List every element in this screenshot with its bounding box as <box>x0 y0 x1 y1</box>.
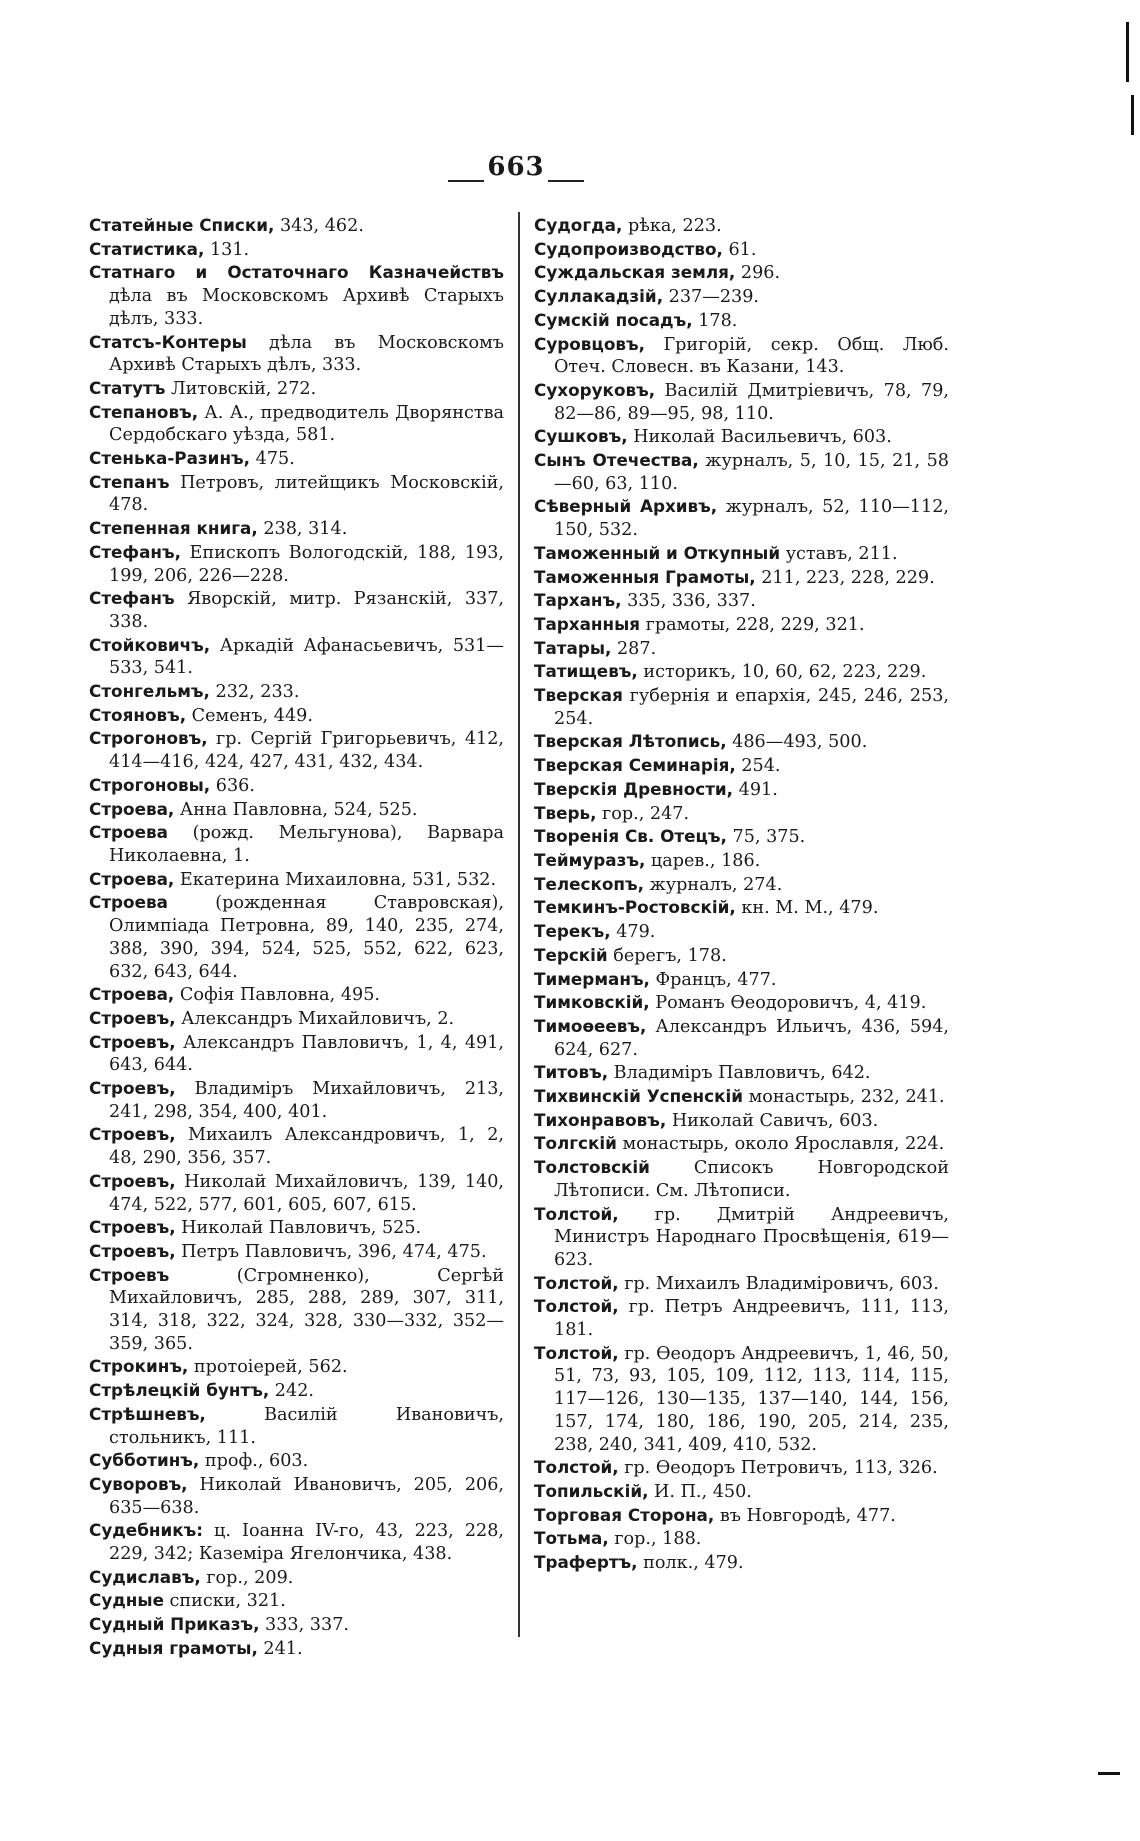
index-references: Василій Дмитріевичъ, 78, 79, 82—86, 89—95, 98, 110. <box>554 380 949 424</box>
index-headword: Тарханъ, <box>534 590 622 611</box>
index-entry <box>534 660 949 684</box>
index-entry <box>89 541 504 587</box>
index-references: Владиміръ Михайловичъ, 213, 241, 298, 354, 400, 401. <box>109 1079 504 1122</box>
index-references: кн. М. М., 479. <box>735 898 879 919</box>
index-entry <box>89 517 504 541</box>
index-references: Литовскій, 272. <box>165 378 317 399</box>
index-references: 343, 462. <box>274 216 364 236</box>
index-headword: Стрѣлецкій бунтъ, <box>89 1380 270 1401</box>
index-references: Николай Павловичъ, 525. <box>175 1218 422 1239</box>
scan-edge-mark <box>1126 22 1129 82</box>
index-entry <box>534 1527 949 1551</box>
index-references: полк., 479. <box>637 1553 744 1574</box>
index-entry <box>534 920 949 944</box>
index-references: (Сгромненко), Сергѣй Михайловичъ, 285, 288, 289, 307, 311, 314, 318, 322, 324, 328, 330—332, 352—359, 365. <box>109 1265 504 1354</box>
index-headword: Строева <box>89 892 168 913</box>
index-headword: Строевъ, <box>89 1078 176 1099</box>
index-headword: Трафертъ, <box>534 1552 638 1573</box>
column-divider <box>518 212 520 1637</box>
index-headword: Тарханныя <box>534 613 641 634</box>
index-headword: Торговая Сторона, <box>534 1504 715 1525</box>
index-references: Францъ, 477. <box>649 969 777 990</box>
index-headword: Стонгельмъ, <box>89 681 210 702</box>
index-references: журналъ, 52, 110—112, 150, 532. <box>554 497 949 541</box>
index-entry <box>534 449 949 495</box>
index-entry <box>534 1156 949 1202</box>
index-entry <box>534 379 949 425</box>
index-references: Александръ Ильичъ, 436, 594, 624, 627. <box>554 1016 949 1060</box>
index-headword: Степанъ <box>89 471 170 492</box>
index-headword: Терскій <box>534 944 608 965</box>
index-references: Михаилъ Александровичъ, 1, 2, 48, 290, 356, 357. <box>109 1125 504 1169</box>
index-references: 335, 336, 337. <box>621 591 756 612</box>
index-entry <box>534 637 949 661</box>
index-references: дѣла въ Московскомъ Архивѣ Старыхъ дѣлъ, 333. <box>109 332 504 376</box>
index-headword: Темкинъ-Ростовскій, <box>534 897 736 918</box>
index-headword: Строева, <box>89 798 175 819</box>
index-entry <box>89 1589 504 1613</box>
index-references: 491. <box>733 779 778 800</box>
index-references: 475. <box>250 449 295 470</box>
index-headword: Толгскій <box>534 1133 617 1154</box>
index-headword: Статутъ <box>89 377 166 398</box>
index-headword: Терекъ, <box>534 921 611 942</box>
index-headword: Титовъ, <box>534 1062 609 1083</box>
index-references: 241. <box>257 1638 303 1659</box>
index-references: грамоты, 228, 229, 321. <box>640 614 865 635</box>
index-headword: Строевъ, <box>89 1170 176 1191</box>
index-headword: Толстовскій <box>534 1157 650 1178</box>
index-headword: Тверскія Древности, <box>534 778 734 799</box>
index-entry <box>534 589 949 613</box>
index-references: дѣла въ Московскомъ Архивѣ Старыхъ дѣлъ, 333. <box>109 286 504 329</box>
index-entry <box>89 471 504 517</box>
index-references: 254. <box>735 756 781 777</box>
index-entry <box>534 1015 949 1061</box>
index-references: 211, 223, 228, 229. <box>755 567 935 588</box>
index-headword: Толстой, <box>534 1457 619 1478</box>
index-references: гр. Михаилъ Владиміровичъ, 603. <box>618 1273 939 1294</box>
index-entry <box>89 1613 504 1637</box>
index-entry <box>534 778 949 802</box>
index-references: Александръ Павловичъ, 1, 4, 491, 643, 644. <box>109 1032 504 1076</box>
index-entry <box>534 425 949 449</box>
index-entry <box>534 991 949 1015</box>
index-headword: Судныя грамоты, <box>89 1637 258 1658</box>
index-entry <box>534 285 949 309</box>
index-references: губернія и епархія, 245, 246, 253, 254. <box>554 686 949 729</box>
index-references: журналъ, 274. <box>643 874 783 895</box>
scan-edge-mark <box>1131 95 1134 135</box>
index-headword: Степенная книга, <box>89 518 258 539</box>
index-entry <box>534 1203 949 1272</box>
index-headword: Статнаго и Остаточнаго Казначействъ <box>89 262 504 283</box>
index-entry <box>534 896 949 920</box>
index-references: уставъ, 211. <box>780 543 898 564</box>
index-entry <box>89 1264 504 1356</box>
index-entry <box>89 1355 504 1379</box>
index-headword: Статейные Списки, <box>89 215 275 235</box>
index-entry <box>534 566 949 590</box>
index-references: Семенъ, 449. <box>186 705 313 726</box>
index-references: Петръ Павловичъ, 396, 474, 475. <box>175 1241 487 1262</box>
index-entry <box>89 821 504 867</box>
index-references: 287. <box>611 638 657 659</box>
index-references: 178. <box>692 310 738 331</box>
index-references: А. А., предводитель Дворянства Сердобскаго уѣзда, 581. <box>109 402 504 446</box>
index-headword: Строевъ, <box>89 1124 176 1145</box>
index-entry <box>89 868 504 892</box>
index-entry <box>89 1170 504 1216</box>
index-headword: Стефанъ, <box>89 541 181 562</box>
index-entry <box>534 1342 949 1457</box>
index-references: рѣка, 223. <box>622 216 722 236</box>
index-references: Яворскій, митр. Рязанскій, 337, 338. <box>109 589 504 632</box>
index-headword: Тимоѳеевъ, <box>534 1015 647 1036</box>
index-entry <box>534 873 949 897</box>
index-entry <box>89 727 504 773</box>
index-entry <box>534 802 949 826</box>
index-headword: Суждальская земля, <box>534 262 736 283</box>
index-entry <box>89 680 504 704</box>
index-column-right <box>534 214 949 1575</box>
index-headword: Сумскій посадъ, <box>534 309 693 330</box>
index-references: 61. <box>722 239 757 260</box>
index-entry <box>534 1061 949 1085</box>
index-entry <box>89 1077 504 1123</box>
index-headword: Строева <box>89 822 168 843</box>
index-entry <box>89 1473 504 1519</box>
index-headword: Толстой, <box>534 1342 619 1363</box>
index-entry <box>89 401 504 447</box>
index-headword: Тихонравовъ, <box>534 1109 667 1130</box>
index-references: Владиміръ Павловичъ, 642. <box>608 1063 871 1084</box>
index-headword: Строевъ, <box>89 1007 176 1028</box>
index-headword: Суллакадзій, <box>534 286 664 307</box>
index-entry <box>89 634 504 680</box>
index-headword: Татары, <box>534 637 612 658</box>
index-references: гор., 209. <box>200 1567 294 1588</box>
index-entry <box>89 214 504 238</box>
index-entry <box>89 891 504 983</box>
index-headword: Телескопъ, <box>534 873 644 894</box>
index-entry <box>534 944 949 968</box>
index-headword: Суровцовъ, <box>534 333 645 354</box>
index-references: 479. <box>610 922 656 943</box>
index-headword: Строевъ, <box>89 1240 176 1261</box>
index-references: списки, 321. <box>163 1591 286 1612</box>
index-headword: Тверская Семинарія, <box>534 755 736 776</box>
index-references: Списокъ Новгородской Лѣтописи. См. Лѣтописи. <box>554 1158 949 1201</box>
index-column-left <box>89 214 504 1661</box>
index-entry <box>534 309 949 333</box>
index-entry <box>534 214 949 238</box>
index-headword: Суворовъ, <box>89 1473 188 1494</box>
index-entry <box>89 1007 504 1031</box>
index-entry <box>89 1566 504 1590</box>
index-references: гр. Петръ Андреевичъ, 111, 113, 181. <box>554 1297 949 1341</box>
index-headword: Строкинъ, <box>89 1356 189 1377</box>
index-headword: Статсъ-Контеры <box>89 331 247 352</box>
index-entry <box>534 754 949 778</box>
index-entry <box>89 261 504 330</box>
index-entry <box>89 1031 504 1077</box>
index-entry <box>89 1123 504 1169</box>
index-headword: Судогда, <box>534 215 623 235</box>
index-entry <box>534 730 949 754</box>
index-references: Епископъ Вологодскій, 188, 193, 199, 206, 226—228. <box>109 542 504 586</box>
index-headword: Сынъ Отечества, <box>534 450 699 471</box>
index-references: 131. <box>204 239 250 260</box>
index-headword: Стрѣшневъ, <box>89 1403 206 1424</box>
index-entry <box>534 1132 949 1156</box>
index-headword: Тверская <box>534 685 623 706</box>
index-headword: Стефанъ <box>89 588 175 609</box>
index-entry <box>89 704 504 728</box>
index-references: 296. <box>735 263 781 284</box>
index-entry <box>89 1379 504 1403</box>
index-entry <box>89 1240 504 1264</box>
index-references: проф., 603. <box>199 1451 309 1472</box>
index-headword: Строевъ, <box>89 1031 176 1052</box>
index-entry <box>534 1551 949 1575</box>
index-references: гр. Ѳеодоръ Петровичъ, 113, 326. <box>618 1458 938 1479</box>
index-entry <box>89 238 504 262</box>
index-references: 232, 233. <box>209 682 300 703</box>
index-headword: Тихвинскій Успенскій <box>534 1086 743 1107</box>
index-references: монастырь, 232, 241. <box>743 1087 945 1108</box>
index-entry <box>534 1504 949 1528</box>
index-entry <box>89 798 504 822</box>
index-entry <box>534 495 949 541</box>
index-headword: Тверь, <box>534 802 597 823</box>
page-number-rule <box>448 180 484 182</box>
index-entry <box>89 377 504 401</box>
index-headword: Судебникъ: <box>89 1520 203 1541</box>
index-entry <box>89 774 504 798</box>
index-entry <box>534 542 949 566</box>
index-references: Романъ Ѳеодоровичъ, 4, 419. <box>649 993 927 1014</box>
index-headword: Стояновъ, <box>89 704 187 725</box>
index-references: царев., 186. <box>645 850 761 871</box>
index-references: историкъ, 10, 60, 62, 223, 229. <box>637 662 927 683</box>
index-references: 75, 375. <box>726 827 806 848</box>
index-headword: Строевъ <box>89 1264 170 1285</box>
index-entry <box>534 238 949 262</box>
index-headword: Таможенный и Откупный <box>534 542 781 563</box>
index-headword: Сухоруковъ, <box>534 379 656 400</box>
index-entry <box>89 1637 504 1661</box>
page-number: 663 <box>487 152 545 182</box>
index-references: гр. Дмитрій Андреевичъ, Министръ Народнаго Просвѣщенія, 619—623. <box>554 1204 949 1270</box>
index-entry <box>534 825 949 849</box>
index-entry <box>89 983 504 1007</box>
index-entry <box>534 1295 949 1341</box>
index-references: Софія Павловна, 495. <box>174 985 381 1006</box>
index-headword: Статистика, <box>89 238 205 259</box>
index-entry <box>534 849 949 873</box>
index-headword: Сѣверный Архивъ, <box>534 496 718 517</box>
index-references: Анна Павловна, 524, 525. <box>174 799 418 820</box>
index-headword: Тверская Лѣтопись, <box>534 731 727 752</box>
index-headword: Тотьма, <box>534 1528 609 1549</box>
index-entry <box>534 333 949 379</box>
index-headword: Тимковскій, <box>534 992 650 1013</box>
index-headword: Творенія Св. Отецъ, <box>534 826 727 847</box>
index-references: журналъ, 5, 10, 15, 21, 58—60, 63, 110. <box>554 451 949 494</box>
index-headword: Толстой, <box>534 1203 619 1224</box>
index-headword: Толстой, <box>534 1272 619 1293</box>
index-headword: Судопроизводство, <box>534 238 723 259</box>
index-references: 238, 314. <box>257 519 348 540</box>
index-references: гр. Сергій Григорьевичъ, 412, 414—416, 424, 427, 431, 432, 434. <box>109 729 504 773</box>
index-references: 237—239. <box>663 287 760 308</box>
index-entry <box>534 1456 949 1480</box>
index-headword: Строева, <box>89 868 175 889</box>
index-entry <box>534 684 949 730</box>
index-references: Екатерина Михаиловна, 531, 532. <box>174 869 497 890</box>
index-headword: Строевъ, <box>89 1217 176 1238</box>
index-headword: Строгоновы, <box>89 774 211 795</box>
index-references: Николай Ивановичъ, 205, 206, 635—638. <box>109 1474 504 1518</box>
index-entry <box>89 1216 504 1240</box>
index-references: Николай Михайловичъ, 139, 140, 474, 522, 577, 601, 605, 607, 615. <box>109 1171 504 1215</box>
index-references: 242. <box>269 1381 314 1402</box>
index-references: 636. <box>210 775 255 796</box>
index-entry <box>534 261 949 285</box>
index-references: (рожд. Мельгунова), Варвара Николаевна, 1. <box>109 823 504 866</box>
index-references: (рожденная Ставровская), Олимпіада Петровна, 89, 140, 235, 274, 388, 390, 394, 524, 525, 552, 622, 623, 632, 643, 644. <box>109 893 504 982</box>
index-references: протоіерей, 562. <box>188 1357 348 1378</box>
index-headword: Строгоновъ, <box>89 728 208 749</box>
index-references: въ Новгородѣ, 477. <box>714 1505 896 1526</box>
index-entry <box>89 447 504 471</box>
page-number-rule <box>548 180 584 182</box>
index-references: берегъ, 178. <box>607 945 727 966</box>
index-entry <box>534 1480 949 1504</box>
index-entry <box>89 1449 504 1473</box>
index-headword: Стенька-Разинъ, <box>89 448 251 469</box>
index-headword: Топильскій, <box>534 1480 649 1501</box>
index-headword: Толстой, <box>534 1296 619 1317</box>
index-references: Александръ Михайловичъ, 2. <box>175 1008 455 1029</box>
index-references: гор., 247. <box>596 803 690 824</box>
index-headword: Сушковъ, <box>534 426 628 447</box>
index-entry <box>534 1109 949 1133</box>
index-entry <box>89 1519 504 1565</box>
index-references: И. П., 450. <box>648 1481 752 1502</box>
index-references: Василій Ивановичъ, стольникъ, 111. <box>109 1404 504 1448</box>
index-entry <box>534 968 949 992</box>
index-headword: Судные <box>89 1590 164 1611</box>
index-references: Николай Васильевичъ, 603. <box>627 427 892 448</box>
index-headword: Степановъ, <box>89 401 199 422</box>
index-entry <box>534 1272 949 1296</box>
index-references: гр. Ѳеодоръ Андреевичъ, 1, 46, 50, 51, 73, 93, 105, 109, 112, 113, 114, 115, 117—126, 130—135, 137—140, 144, 156, 157, 174, 180, 186, 190, 205, 214, 235, 238, 240, 341, 409, 410, 532. <box>554 1343 949 1455</box>
index-references: Аркадій Афанасьевичъ, 531—533, 541. <box>109 635 504 679</box>
index-headword: Судиславъ, <box>89 1566 201 1587</box>
index-headword: Судный Приказъ, <box>89 1614 260 1635</box>
index-entry <box>89 331 504 377</box>
index-references: Петровъ, литейщикъ Московскій, 478. <box>109 472 504 516</box>
index-references: Николай Савичъ, 603. <box>666 1110 879 1131</box>
index-headword: Татищевъ, <box>534 661 638 682</box>
index-references: ц. Іоанна IV-го, 43, 223, 228, 229, 342; Каземіра Ягелончика, 438. <box>109 1521 504 1565</box>
index-references: Григорій, секр. Общ. Люб. Отеч. Словесн. въ Казани, 143. <box>554 334 949 378</box>
index-entry <box>534 613 949 637</box>
index-entry <box>89 587 504 633</box>
index-headword: Субботинъ, <box>89 1450 200 1471</box>
index-references: гор., 188. <box>608 1529 702 1550</box>
index-entry <box>534 1085 949 1109</box>
index-headword: Стойковичъ, <box>89 634 211 655</box>
index-references: монастырь, около Ярославля, 224. <box>616 1134 945 1155</box>
scan-edge-mark <box>1098 1772 1120 1775</box>
index-headword: Таможенныя Грамоты, <box>534 566 756 587</box>
index-headword: Строева, <box>89 984 175 1005</box>
index-references: 333, 337. <box>259 1615 349 1636</box>
index-headword: Тимерманъ, <box>534 968 650 989</box>
index-headword: Теймуразъ, <box>534 849 646 870</box>
index-entry <box>89 1403 504 1449</box>
index-references: 486—493, 500. <box>726 732 868 753</box>
